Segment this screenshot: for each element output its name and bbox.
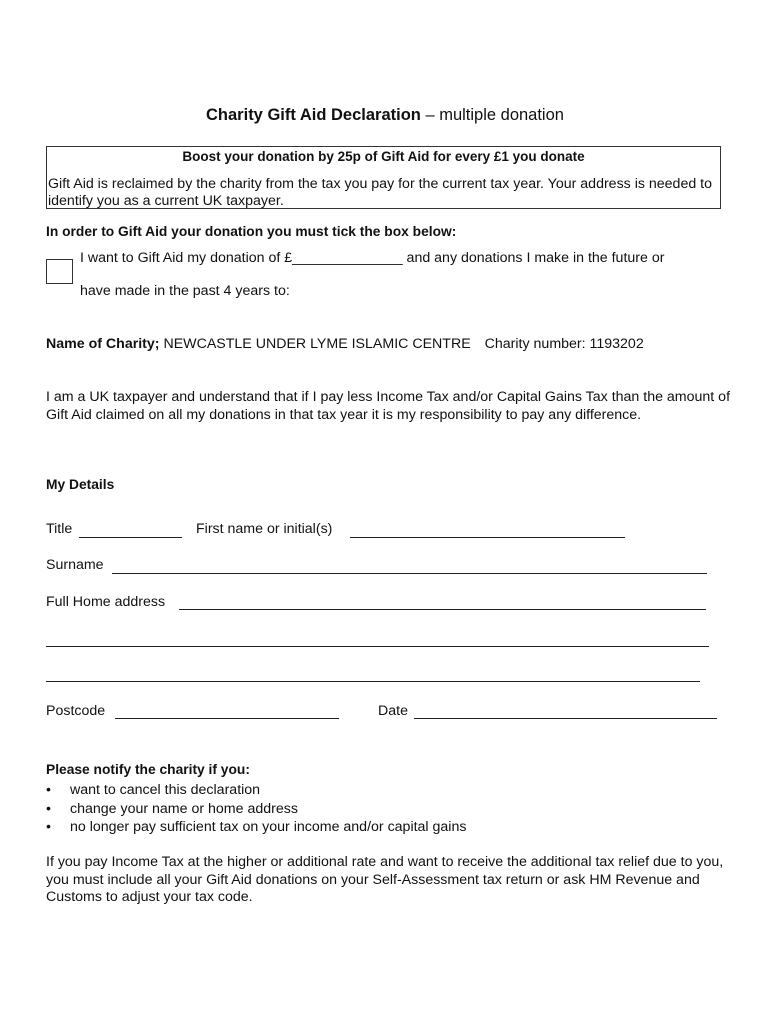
postcode-label: Postcode bbox=[46, 703, 106, 719]
tick-statement-line1: I want to Gift Aid my donation of £______________ and any donations I make in the future or bbox=[80, 250, 665, 266]
postcode-field[interactable] bbox=[115, 718, 339, 719]
notify-item-insufficient-tax: • no longer pay sufficient tax on your income and/or capital gains bbox=[46, 818, 466, 837]
info-box-text: Gift Aid is reclaimed by the charity from the tax you pay for the current tax year. Your address is needed to identify you as a current UK taxpayer. bbox=[48, 176, 713, 209]
charity-number: Charity number: 1193202 bbox=[484, 336, 644, 352]
address-field-line1[interactable] bbox=[179, 609, 706, 610]
notify-list bbox=[46, 781, 466, 837]
date-label: Date bbox=[378, 703, 408, 719]
notify-item-cancel: • want to cancel this declaration bbox=[46, 781, 466, 800]
first-name-field[interactable] bbox=[350, 537, 625, 538]
form-title bbox=[0, 106, 770, 125]
info-box-heading: Boost your donation by 25p of Gift Aid for every £1 you donate bbox=[182, 149, 585, 164]
charity-row bbox=[46, 336, 644, 352]
higher-rate-note: If you pay Income Tax at the higher or additional rate and want to receive the additional tax relief due to you, you must include all your Gift Aid donations on your Self-Assessment tax return or ask HM Revenue and Customs to adjust your tax code. bbox=[46, 854, 724, 905]
first-name-label: First name or initial(s) bbox=[196, 521, 333, 537]
date-field[interactable] bbox=[414, 718, 717, 719]
charity-label: Name of Charity; bbox=[46, 336, 160, 352]
taxpayer-statement: I am a UK taxpayer and understand that if I pay less Income Tax and/or Capital Gains Tax than the amount of Gift Aid claimed on all my donations in that tax year it is my responsibility to pay any difference. bbox=[46, 389, 731, 423]
address-field-line3[interactable] bbox=[46, 681, 700, 682]
title-label: Title bbox=[46, 521, 73, 537]
form-title-rest: – multiple donation bbox=[420, 106, 564, 124]
title-field[interactable] bbox=[79, 537, 182, 538]
gift-aid-info-box bbox=[46, 146, 721, 209]
my-details-heading: My Details bbox=[46, 477, 115, 492]
surname-label: Surname bbox=[46, 557, 104, 573]
charity-name: NEWCASTLE UNDER LYME ISLAMIC CENTRE bbox=[159, 336, 471, 352]
tick-instruction: In order to Gift Aid your donation you must tick the box below: bbox=[46, 224, 457, 239]
notify-heading: Please notify the charity if you: bbox=[46, 762, 250, 777]
form-title-bold: Charity Gift Aid Declaration bbox=[206, 106, 421, 124]
notify-item-change-details: • change your name or home address bbox=[46, 800, 466, 819]
surname-field[interactable] bbox=[112, 573, 707, 574]
gift-aid-checkbox[interactable] bbox=[46, 259, 73, 284]
tick-statement-line2: have made in the past 4 years to: bbox=[80, 283, 290, 299]
address-field-line2[interactable] bbox=[46, 646, 709, 647]
address-label: Full Home address bbox=[46, 594, 166, 610]
